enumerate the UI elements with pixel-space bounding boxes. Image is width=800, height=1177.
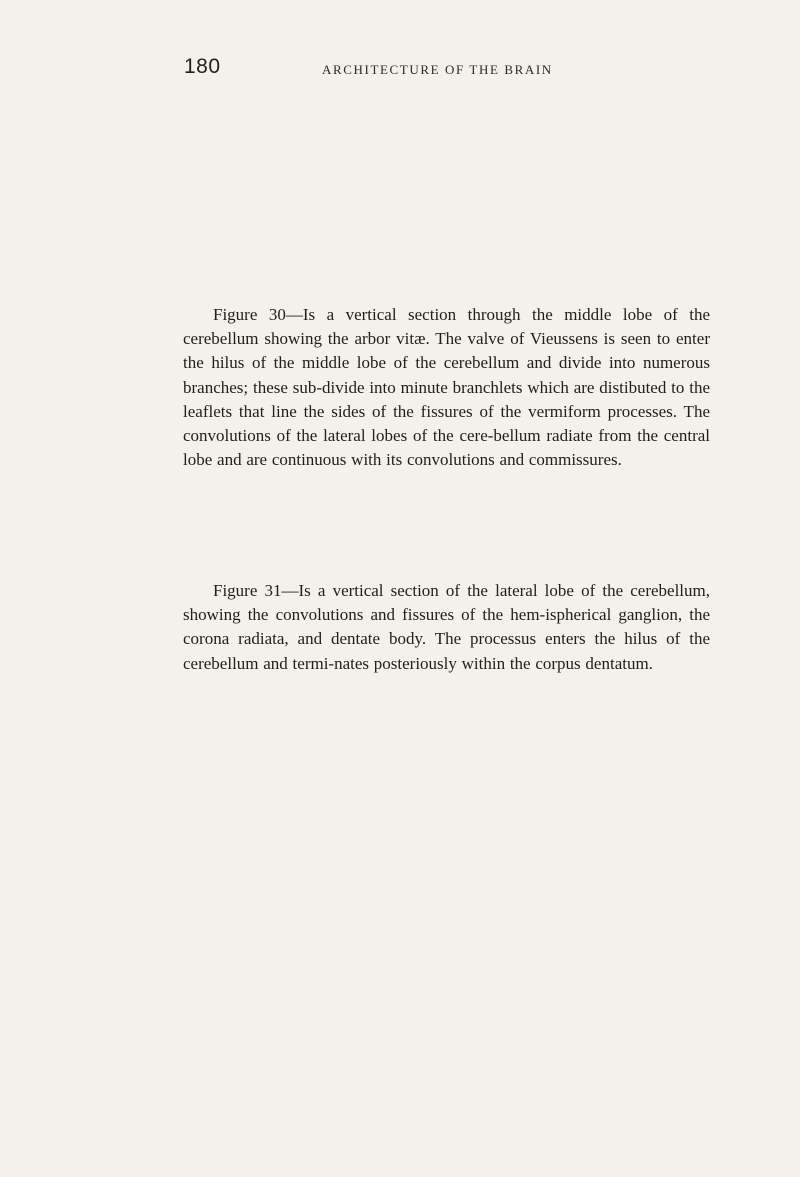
page-number: 180 [184,55,221,78]
figure-31-caption: Figure 31—Is a vertical section of the lateral lobe of the cerebellum, showing the convolutions and fissures of the hem-ispherical ganglion, the corona radiata, and dentate body. The processus enters the hilus of the cerebellum and termi-nates posteriously within the corpus dentatum. [183,581,710,673]
running-head: ARCHITECTURE OF THE BRAIN [322,62,553,77]
figure-30-caption: Figure 30—Is a vertical section through the middle lobe of the cerebellum showing the arbor vitæ. The valve of Vieussens is seen to enter the hilus of the middle lobe of the cerebellum and divide into numerous branches; these sub-divide into minute branchlets which are distibuted to the leaflets that line the sides of the fissures of the vermiform processes. The convolutions of the lateral lobes of the cere-bellum radiate from the central lobe and are continuous with its convolutions and commissures. [183,305,710,470]
